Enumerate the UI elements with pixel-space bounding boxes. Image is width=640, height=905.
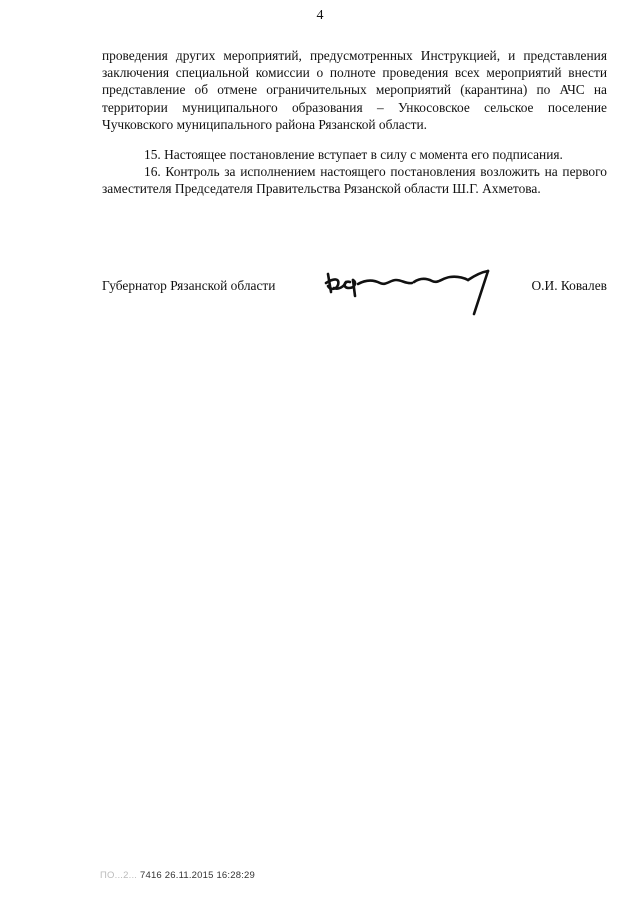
stamp-faded-prefix: ПО...2... (100, 870, 138, 881)
paragraph-continuation: проведения других мероприятий, предусмотренных Инструкцией, и представления заключения специальной комиссии о полноте проведения всех мероприятий внести представление об отмене ограничительных мероприятий (карантина) по АЧС на территории муниципального образования – Ункосовское сельское поселение Чучковского муниципального района Рязанской области. (102, 48, 607, 132)
registration-stamp (100, 870, 255, 881)
signer-name: О.И. Ковалев (531, 278, 607, 293)
signer-position: Губернатор Рязанской области (102, 278, 276, 293)
handwritten-signature (322, 266, 502, 318)
signature-block (102, 278, 607, 318)
page-number: 4 (316, 8, 324, 23)
paragraph-item-15: 15. Настоящее постановление вступает в силу с момента его подписания. (144, 147, 563, 163)
paragraph-item-16: 16. Контроль за исполнением настоящего постановления возложить на первого заместителя Председателя Правительства Рязанской области Ш.Г. Ахметова. (102, 164, 607, 197)
document-body (102, 47, 607, 198)
stamp-text: 7416 26.11.2015 16:28:29 (139, 870, 256, 881)
